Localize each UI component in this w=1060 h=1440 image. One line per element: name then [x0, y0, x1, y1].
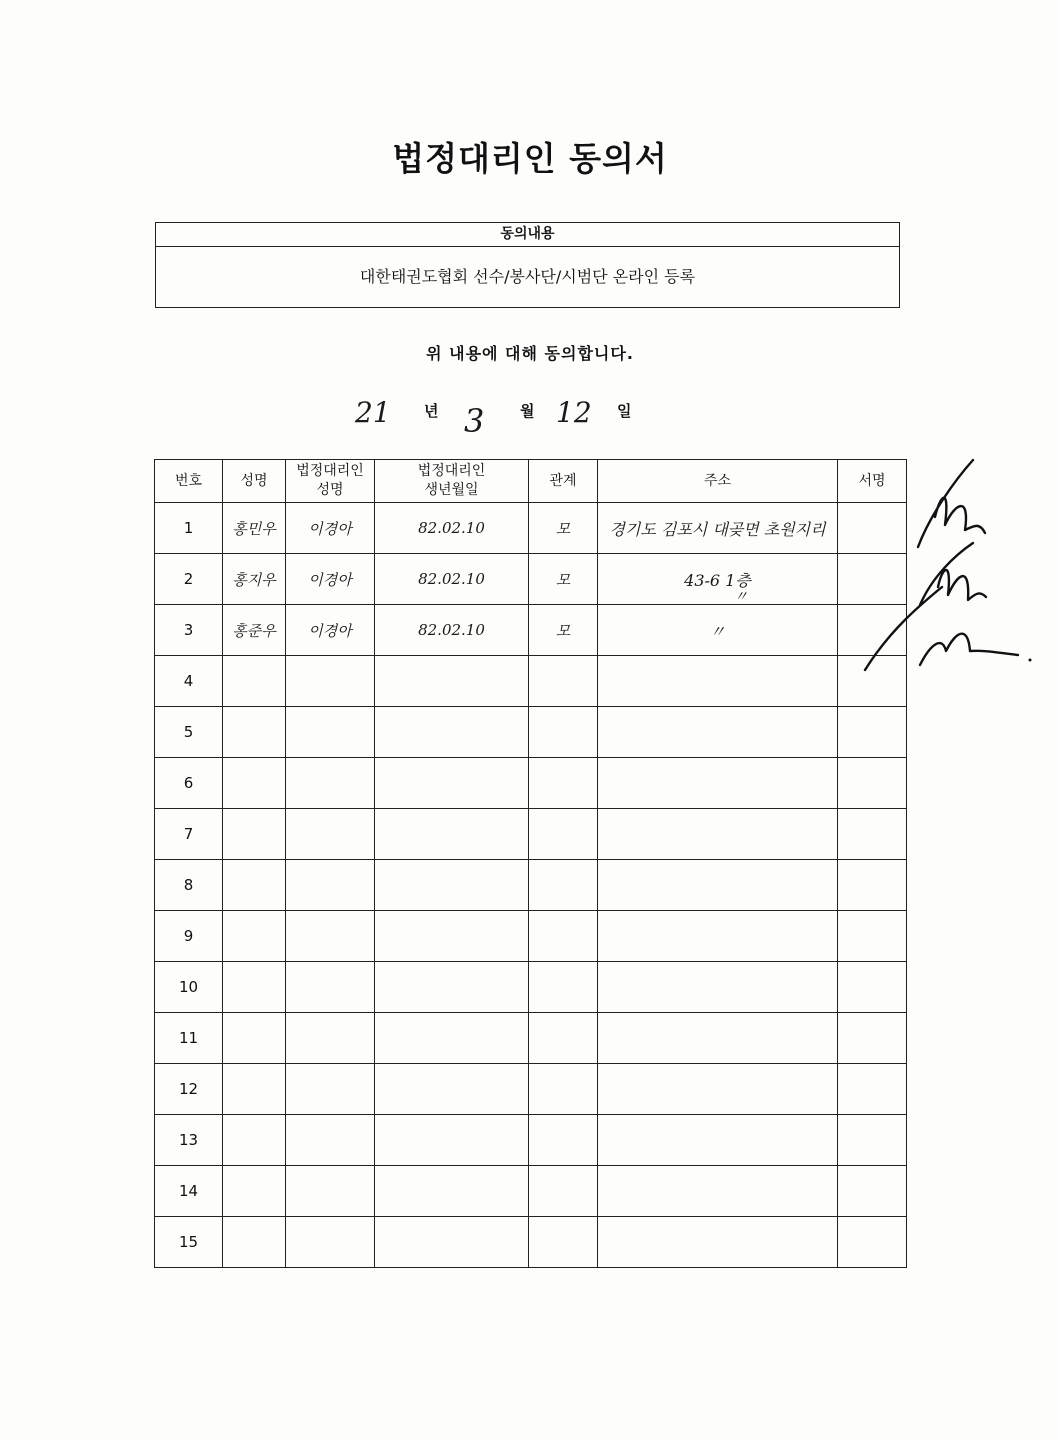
row-number: 3 [155, 605, 223, 656]
header-signature: 서명 [838, 460, 907, 503]
row-guardian-birth [375, 758, 529, 809]
row-signature [838, 809, 907, 860]
row-address [598, 809, 838, 860]
row-relation [529, 656, 598, 707]
row-number: 11 [155, 1013, 223, 1064]
row-guardian-name: 이경아 [286, 605, 375, 656]
table-row [155, 605, 907, 656]
row-number: 1 [155, 503, 223, 554]
row-name [223, 656, 286, 707]
row-number: 15 [155, 1217, 223, 1268]
row-guardian-birth [375, 962, 529, 1013]
row-relation: 모 [529, 503, 598, 554]
row-name [223, 1115, 286, 1166]
table-row [155, 962, 907, 1013]
row-number: 13 [155, 1115, 223, 1166]
table-header-row [155, 460, 907, 503]
row-address [598, 758, 838, 809]
row-address: 〃 [598, 605, 838, 656]
row-relation [529, 1064, 598, 1115]
row-number: 10 [155, 962, 223, 1013]
row-signature [838, 962, 907, 1013]
row-address [598, 1013, 838, 1064]
row-guardian-birth [375, 809, 529, 860]
row-name [223, 1217, 286, 1268]
row-guardian-birth: 82.02.10 [375, 554, 529, 605]
row-guardian-name [286, 1064, 375, 1115]
row-guardian-birth: 82.02.10 [375, 605, 529, 656]
consent-header: 동의내용 [156, 223, 899, 247]
signature-stroke-3 [865, 587, 1018, 670]
row-relation [529, 758, 598, 809]
row-guardian-birth [375, 860, 529, 911]
row-address: 경기도 김포시 대곶면 초원지리 [598, 503, 838, 554]
row-guardian-name [286, 656, 375, 707]
date-year-handwritten: 21 [355, 396, 391, 429]
row-signature [838, 1115, 907, 1166]
table-row [155, 1013, 907, 1064]
row-number: 8 [155, 860, 223, 911]
row-relation [529, 1217, 598, 1268]
row-relation: 모 [529, 605, 598, 656]
header-guardian-name: 법정대리인 성명 [286, 460, 375, 503]
row-relation [529, 1115, 598, 1166]
table-row [155, 911, 907, 962]
table-row [155, 758, 907, 809]
row-relation [529, 962, 598, 1013]
row-guardian-birth [375, 1115, 529, 1166]
agreement-statement: 위 내용에 대해 동의합니다. [426, 344, 634, 363]
table-row [155, 707, 907, 758]
table-row [155, 503, 907, 554]
row-guardian-name: 이경아 [286, 554, 375, 605]
row-relation [529, 809, 598, 860]
row-relation [529, 1013, 598, 1064]
row-number: 2 [155, 554, 223, 605]
row-guardian-name: 이경아 [286, 503, 375, 554]
consent-box [155, 222, 900, 308]
row-name: 홍지우 [223, 554, 286, 605]
signature-stroke-1 [918, 460, 985, 547]
table-row [155, 1115, 907, 1166]
row-guardian-birth: 82.02.10 [375, 503, 529, 554]
row-guardian-name [286, 1166, 375, 1217]
row-number: 9 [155, 911, 223, 962]
row-address [598, 707, 838, 758]
row-address [598, 911, 838, 962]
date-day-label: 일 [617, 402, 632, 420]
row-name: 홍준우 [223, 605, 286, 656]
header-name: 성명 [223, 460, 286, 503]
row-signature [838, 860, 907, 911]
row-signature [838, 707, 907, 758]
row-guardian-birth [375, 1166, 529, 1217]
row-guardian-name [286, 707, 375, 758]
row-relation: 모 [529, 554, 598, 605]
row-name [223, 962, 286, 1013]
table-row [155, 1217, 907, 1268]
row-guardian-birth [375, 1013, 529, 1064]
page-title: 법정대리인 동의서 [392, 139, 668, 178]
row-number: 4 [155, 656, 223, 707]
row-guardian-name [286, 911, 375, 962]
table-row [155, 1064, 907, 1115]
row-name: 홍민우 [223, 503, 286, 554]
row-signature [838, 911, 907, 962]
row-address [598, 860, 838, 911]
row-guardian-birth [375, 911, 529, 962]
table-row [155, 860, 907, 911]
row-name [223, 758, 286, 809]
row-address [598, 656, 838, 707]
row-signature [838, 1166, 907, 1217]
row-guardian-birth [375, 1217, 529, 1268]
row-guardian-name [286, 809, 375, 860]
row-address [598, 1166, 838, 1217]
row-relation [529, 860, 598, 911]
table-row [155, 554, 907, 605]
row-guardian-name [286, 1217, 375, 1268]
row-number: 12 [155, 1064, 223, 1115]
table-row [155, 656, 907, 707]
row-number: 7 [155, 809, 223, 860]
date-month-handwritten: 3 [464, 402, 485, 440]
row-address: 43-6 1층 [598, 554, 838, 605]
table-row [155, 809, 907, 860]
date-year-label: 년 [424, 402, 439, 420]
guardian-table [154, 459, 907, 1268]
row-name [223, 1064, 286, 1115]
row-number: 14 [155, 1166, 223, 1217]
row-guardian-birth [375, 707, 529, 758]
row-guardian-name [286, 1115, 375, 1166]
row-signature [838, 1217, 907, 1268]
row-relation [529, 707, 598, 758]
row-name [223, 809, 286, 860]
row-address [598, 1217, 838, 1268]
header-no: 번호 [155, 460, 223, 503]
row-guardian-name [286, 860, 375, 911]
row-name [223, 860, 286, 911]
row-signature [838, 758, 907, 809]
row-relation [529, 911, 598, 962]
address-ditto-mark: 〃 [734, 589, 748, 605]
row-guardian-name [286, 1013, 375, 1064]
date-month-label: 월 [520, 402, 535, 420]
header-guardian-birth: 법정대리인 생년월일 [375, 460, 529, 503]
signature-drawing [860, 455, 1050, 675]
row-guardian-name [286, 758, 375, 809]
row-signature [838, 1013, 907, 1064]
row-guardian-birth [375, 1064, 529, 1115]
row-guardian-birth [375, 656, 529, 707]
row-number: 5 [155, 707, 223, 758]
header-relation: 관계 [529, 460, 598, 503]
table-row [155, 1166, 907, 1217]
row-address [598, 1064, 838, 1115]
row-guardian-name [286, 962, 375, 1013]
date-day-handwritten: 12 [556, 396, 592, 429]
row-name [223, 707, 286, 758]
row-relation [529, 1166, 598, 1217]
row-name [223, 1013, 286, 1064]
header-address: 주소 [598, 460, 838, 503]
consent-content: 대한태권도협회 선수/봉사단/시범단 온라인 등록 [359, 267, 696, 286]
row-number: 6 [155, 758, 223, 809]
row-name [223, 911, 286, 962]
row-name [223, 1166, 286, 1217]
row-address [598, 962, 838, 1013]
row-address [598, 1115, 838, 1166]
row-signature [838, 1064, 907, 1115]
